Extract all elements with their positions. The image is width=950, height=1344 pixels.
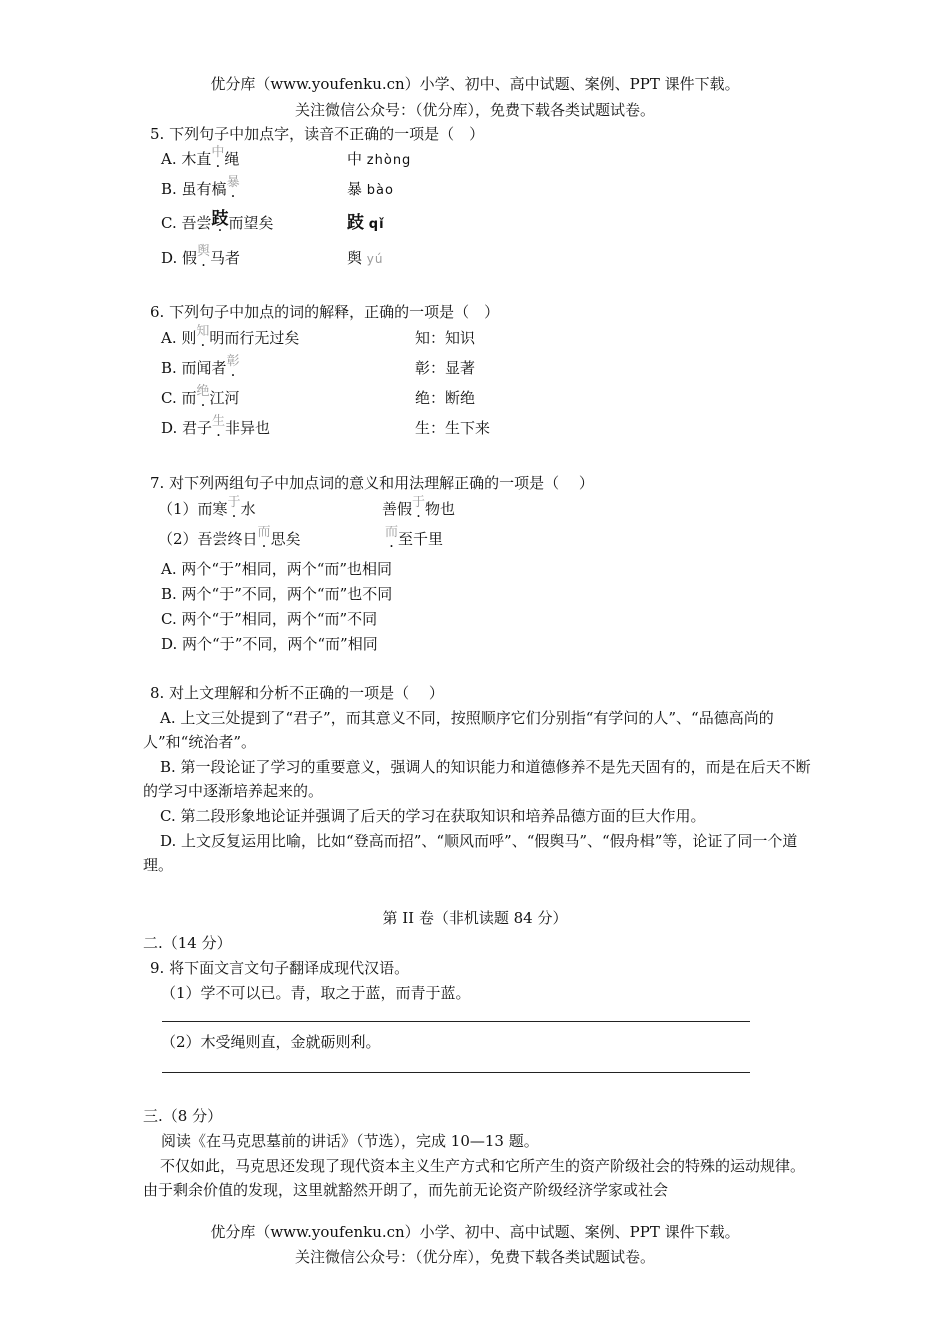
answer-line-1[interactable] xyxy=(162,1021,750,1022)
q8-option-a: A. 上文三处提到了“君子”，而其意义不同，按照顺序它们分别指“有学问的人”、“品德高尚的人”和“统治者”。 xyxy=(143,709,774,751)
q7-option-d: D. 两个“于”不同，两个“而”相同 xyxy=(161,635,378,653)
q7-g2-post2: 至千里 xyxy=(398,530,444,548)
q8-option-c: C. 第二段形象地论证并强调了后天的学习在获取知识和培养品德方面的巨大作用。 xyxy=(160,807,706,825)
q7-g2-dotted2: 而 xyxy=(385,525,399,540)
section-3-intro: 阅读《在马克思墓前的讲话》（节选），完成 10—13 题。 xyxy=(161,1132,539,1150)
q6-option-c xyxy=(161,384,240,410)
q7-g2-pre: （2）吾尝终日 xyxy=(158,530,258,548)
header-line-2: 关注微信公众号：（优分库），免费下载各类试题试卷。 xyxy=(294,101,655,119)
q6-c-pre: C. 而 xyxy=(161,389,197,407)
q5-a-ans-char: 中 xyxy=(347,150,363,168)
q6-a-dotted: 知 xyxy=(196,324,210,339)
q9-stem: 9. 将下面文言文句子翻译成现代汉语。 xyxy=(150,959,410,977)
q6-option-d xyxy=(161,414,271,440)
q5-a-answer xyxy=(347,149,411,171)
q7-g1-pre: （1）而寒 xyxy=(158,500,228,518)
section-3-part: 三.（8 分） xyxy=(143,1107,223,1125)
q5-d-post: 马者 xyxy=(210,249,241,267)
q9-sentence-1: （1）学不可以已。青，取之于蓝，而青于蓝。 xyxy=(161,984,471,1002)
q6-d-pre: D. 君子 xyxy=(161,419,213,437)
q5-a-pre: A. 木直 xyxy=(161,150,212,168)
q6-b-dotted: 彰 xyxy=(226,354,240,369)
q5-b-dotted: 暴 xyxy=(226,175,240,190)
q7-option-c: C. 两个“于”相同，两个“而”不同 xyxy=(161,610,378,628)
q6-b-answer: 彰：显著 xyxy=(415,359,476,377)
q5-c-pre: C. 吾尝 xyxy=(161,214,212,232)
q5-c-dotted: 跂 xyxy=(211,209,229,229)
q7-group-2-left xyxy=(158,525,301,551)
q8-stem: 8. 对上文理解和分析不正确的一项是（ ） xyxy=(150,684,444,702)
q5-b-ans-pin: bào xyxy=(366,183,394,198)
q6-d-dotted: 生 xyxy=(212,414,226,429)
footer-line-2: 关注微信公众号：（优分库），免费下载各类试题试卷。 xyxy=(294,1248,655,1266)
q5-d-dotted: 舆 xyxy=(197,244,211,259)
q7-group-1-right xyxy=(382,495,456,521)
q6-option-b xyxy=(161,354,240,380)
q6-stem: 6. 下列句子中加点的词的解释，正确的一项是（ ） xyxy=(150,303,500,321)
q5-d-ans-char: 舆 xyxy=(347,249,363,267)
q5-c-answer xyxy=(347,213,385,235)
q5-c-ans-char: 跂 xyxy=(347,213,364,233)
q8-option-b: B. 第一段论证了学习的重要意义，强调人的知识能力和道德修养不是先天固有的，而是在后天不断的学习中逐渐培养起来的。 xyxy=(143,758,811,800)
q5-a-post: 绳 xyxy=(224,150,240,168)
q5-b-pre: B. 虽有槁 xyxy=(161,180,227,198)
q6-c-dotted: 绝 xyxy=(196,384,210,399)
section-3-paragraph: 不仅如此，马克思还发现了现代资本主义生产方式和它所产生的资产阶级社会的特殊的运动规律。由于剩余价值的发现，这里就豁然开朗了，而先前无论资产阶级经济学家或社会 xyxy=(143,1157,806,1199)
section-2-title: 第 II 卷（非机读题 84 分） xyxy=(382,909,568,927)
q5-d-answer xyxy=(347,248,384,269)
q5-a-dotted: 中 xyxy=(211,145,225,160)
q5-b-ans-char: 暴 xyxy=(347,180,363,198)
q7-g1-post2: 物也 xyxy=(425,500,456,518)
q6-a-post: 明而行无过矣 xyxy=(209,329,300,347)
q5-stem: 5. 下列句子中加点字，读音不正确的一项是（ ） xyxy=(150,125,485,143)
q7-group-1-left xyxy=(158,495,256,521)
section-2-part: 二.（14 分） xyxy=(143,934,232,952)
q6-d-post: 非异也 xyxy=(225,419,271,437)
q7-group-2-right xyxy=(385,525,444,551)
q7-g1-post: 水 xyxy=(240,500,256,518)
q5-option-d xyxy=(161,244,241,270)
q7-g1-pre2: 善假 xyxy=(382,500,413,518)
q5-d-ans-pin: yú xyxy=(366,252,384,266)
q6-a-answer: 知：知识 xyxy=(415,329,476,347)
answer-line-2[interactable] xyxy=(162,1072,750,1073)
q6-d-answer: 生：生下来 xyxy=(415,419,491,437)
q7-g2-dotted: 而 xyxy=(257,525,271,540)
q5-option-c xyxy=(161,209,274,233)
q7-g2-post: 思矣 xyxy=(270,530,301,548)
q7-g1-dotted: 于 xyxy=(227,495,241,510)
q7-option-b: B. 两个“于”不同，两个“而”也不同 xyxy=(161,585,393,603)
q6-c-post: 江河 xyxy=(209,389,240,407)
q5-a-ans-pin: zhòng xyxy=(366,153,412,168)
q7-option-a: A. 两个“于”相同，两个“而”也相同 xyxy=(161,560,393,578)
q5-b-answer xyxy=(347,179,394,201)
q5-c-post: 而望矣 xyxy=(228,214,274,232)
q7-g1-dotted2: 于 xyxy=(412,495,426,510)
q5-option-a xyxy=(161,145,240,171)
header-line-1: 优分库（www.youfenku.cn）小学、初中、高中试题、案例、PPT 课件下载。 xyxy=(210,75,740,93)
q6-b-pre: B. 而闻者 xyxy=(161,359,227,377)
q6-c-answer: 绝：断绝 xyxy=(415,389,476,407)
q5-c-ans-pin: qǐ xyxy=(368,217,385,232)
q8-option-d: D. 上文反复运用比喻，比如“登高而招”、“顺风而呼”、“假舆马”、“假舟楫”等，论证了同一个道理。 xyxy=(143,832,798,874)
footer-line-1: 优分库（www.youfenku.cn）小学、初中、高中试题、案例、PPT 课件下载。 xyxy=(210,1223,740,1241)
q6-option-a xyxy=(161,324,300,350)
q5-d-pre: D. 假 xyxy=(161,249,198,267)
q6-a-pre: A. 则 xyxy=(161,329,197,347)
q5-option-b xyxy=(161,175,240,201)
q7-stem: 7. 对下列两组句子中加点词的意义和用法理解正确的一项是（ ） xyxy=(150,474,594,492)
q9-sentence-2: （2）木受绳则直，金就砺则利。 xyxy=(161,1033,381,1051)
